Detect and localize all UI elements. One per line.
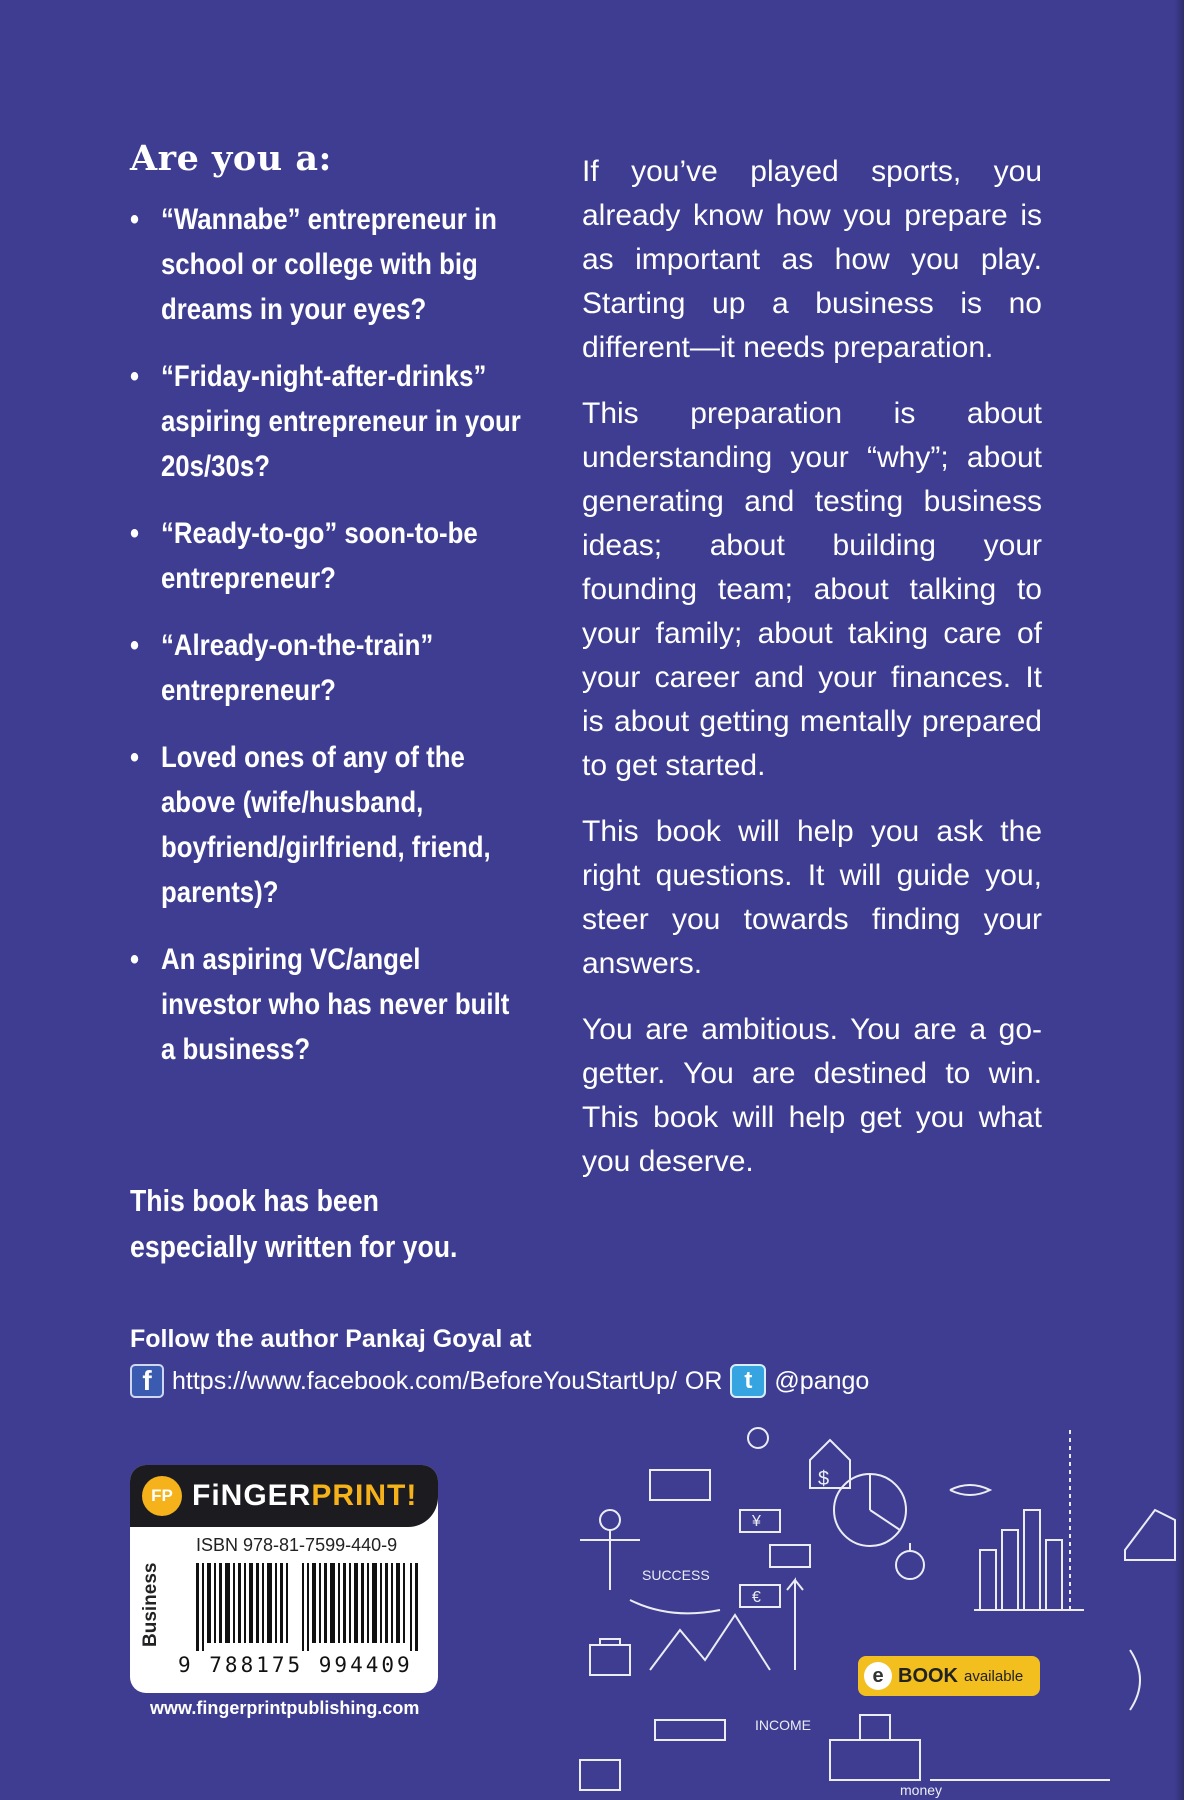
twitter-icon: t [730,1364,766,1398]
closing-statement: This book has been especially written for you. [130,1183,458,1264]
question-column [130,138,530,1094]
facebook-link[interactable]: https://www.facebook.com/BeforeYouStartUp/ [172,1366,677,1395]
social-links [130,1364,1030,1398]
ebook-available-badge [858,1656,1040,1696]
barcode [196,1563,420,1651]
facebook-icon: f [130,1364,164,1398]
euro-icon: € [752,1589,761,1606]
list-item-text: “Ready-to-go” soon-to-be entrepreneur? [160,517,478,595]
list-item [130,735,522,915]
sun-doodle [748,1428,768,1448]
barcode-card [130,1465,438,1693]
bullet-icon: • [130,943,140,976]
publisher-website[interactable]: www.fingerprintpublishing.com [150,1698,420,1718]
or-separator: OR [684,1366,723,1395]
income-doodle-label: INCOME [755,1717,811,1733]
audience-list [130,197,530,1072]
house-doodle [810,1440,850,1488]
twitter-handle-link[interactable]: @pango [774,1366,870,1395]
bullet-icon: • [130,360,140,393]
list-item-text: An aspiring VC/angel investor who has never built a business? [160,943,510,1066]
blurb-column [582,150,1042,1206]
fingerprint-badge-icon: FP [142,1476,182,1516]
ebook-e-icon: e [864,1662,892,1690]
ebook-available-text: available [964,1667,1024,1685]
publisher-name [192,1479,417,1513]
category-label: Business [140,1562,161,1647]
author-follow-section [130,1325,1030,1398]
ebook-label: BOOK [898,1664,958,1687]
briefcase-doodle [590,1645,630,1675]
list-item [130,937,522,1072]
dollar-icon: $ [818,1468,830,1490]
barcode-area [130,1527,438,1693]
question-heading: Are you a: [130,138,332,179]
list-item-text: Loved ones of any of the above (wife/husband, boyfriend/girlfriend, friend, parents)? [160,741,491,909]
list-item-text: “Already-on-the-train” entrepreneur? [160,629,434,707]
publisher-name-part: PRINT! [311,1479,418,1512]
list-item [130,623,522,713]
list-item [130,354,522,489]
apple-doodle [896,1551,924,1579]
bullet-icon: • [130,517,140,550]
blurb-paragraph: This preparation is about understanding your “why”; about generating and testing business ideas; about building your founding team; about talking to your family; about taking care of your career and your finances. It is about getting mentally prepared to get started. [582,397,1042,782]
blurb-paragraph: If you’ve played sports, you already know how you prepare is as important as how you play. Starting up a business is no different—it needs preparation. [582,155,1042,364]
mouse-doodle [950,1485,990,1495]
success-doodle-label: SUCCESS [642,1567,710,1583]
isbn-text: ISBN 978-81-7599-440-9 [196,1535,398,1555]
list-item [130,197,522,332]
buildings-doodle [830,1740,920,1780]
monitor-doodle [580,1760,620,1790]
mountain-doodle [650,1615,770,1670]
blurb-paragraph: You are ambitious. You are a go-getter. You are destined to win. This book will help get you what you deserve. [582,1013,1042,1178]
blurb-paragraph: This book will help you ask the right questions. It will guide you, steer you towards finding your answers. [582,815,1042,980]
register-doodle [650,1470,710,1500]
bullet-icon: • [130,629,140,662]
yen-icon: ¥ [752,1513,761,1530]
bullet-icon: • [130,203,140,236]
bullet-icon: • [130,741,140,774]
list-item [130,511,522,601]
barcode-digits: 9 788175 994409 [178,1653,413,1677]
money-doodle-label: money [900,1782,943,1798]
list-item-text: “Wannabe” entrepreneur in school or college with big dreams in your eyes? [160,203,497,326]
list-item-text: “Friday-night-after-drinks” aspiring entrepreneur in your 20s/30s? [160,360,521,483]
follow-title: Follow the author Pankaj Goyal at [130,1325,532,1353]
publisher-name-part: FiNGER [192,1479,312,1512]
business-doodle-illustration [570,1420,1190,1800]
publisher-logo [130,1465,438,1527]
